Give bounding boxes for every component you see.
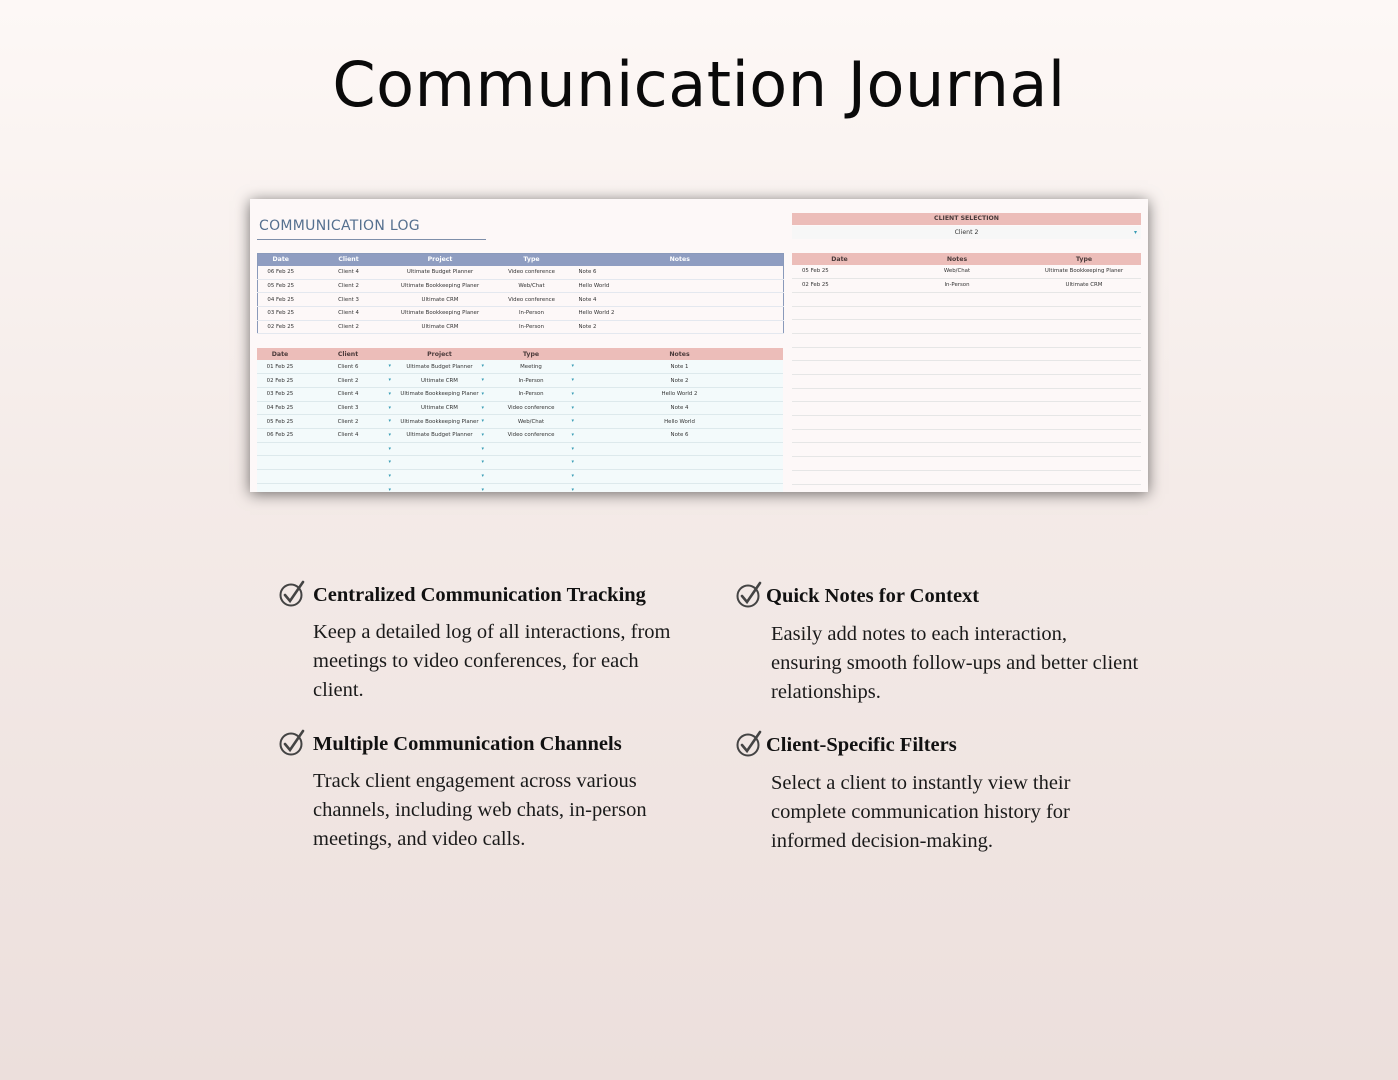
- table-cell[interactable]: Ultimate Budget Planner ▾: [393, 428, 486, 442]
- table-cell: [887, 470, 1027, 484]
- table-cell[interactable]: Client 4 ▾: [303, 428, 393, 442]
- table-cell[interactable]: 06 Feb 25: [257, 428, 303, 442]
- table-cell: [792, 429, 887, 443]
- table-cell[interactable]: Client 2 ▾: [303, 374, 393, 388]
- table-cell: Note 2: [577, 320, 784, 334]
- table-cell: 02 Feb 25: [792, 279, 887, 293]
- table-row: [258, 293, 784, 307]
- table-cell: [792, 457, 887, 471]
- table-cell: Hello World: [577, 279, 784, 293]
- table-cell: Video conference: [487, 293, 577, 307]
- check-circle-icon: [736, 581, 762, 609]
- chevron-down-icon[interactable]: ▾: [1133, 229, 1137, 236]
- header-notes: Notes: [576, 348, 783, 360]
- table-cell: [1027, 443, 1141, 457]
- table-cell: [1027, 457, 1141, 471]
- table-row: [792, 265, 1141, 279]
- table-cell[interactable]: 02 Feb 25: [257, 374, 303, 388]
- table-cell[interactable]: Note 4: [576, 401, 783, 415]
- summary-table: [257, 253, 784, 334]
- table-row: [792, 279, 1141, 293]
- table-cell[interactable]: Meeting ▾: [486, 360, 576, 374]
- table-cell: 06 Feb 25: [258, 266, 304, 280]
- table-cell: 02 Feb 25: [258, 320, 304, 334]
- table-row: [258, 266, 784, 280]
- table-row[interactable]: [257, 470, 783, 484]
- table-cell: [887, 388, 1027, 402]
- table-cell[interactable]: 04 Feb 25: [257, 401, 303, 415]
- table-cell[interactable]: [486, 470, 576, 484]
- table-cell[interactable]: [393, 470, 486, 484]
- table-cell: [1027, 306, 1141, 320]
- table-cell: [1027, 402, 1141, 416]
- client-selection-label: CLIENT SELECTION: [792, 213, 1141, 225]
- table-cell[interactable]: Ultimate Bookkeeping Planer ▾: [393, 387, 486, 401]
- table-cell[interactable]: [257, 483, 303, 492]
- header-type: Type: [487, 254, 577, 266]
- table-cell[interactable]: Note 6: [576, 428, 783, 442]
- table-cell: Ultimate CRM: [394, 320, 487, 334]
- table-cell: 05 Feb 25: [792, 265, 887, 279]
- table-cell: [792, 361, 887, 375]
- table-row: [792, 402, 1141, 416]
- header-project: Project: [393, 348, 486, 360]
- table-cell: Ultimate Budget Planner: [394, 266, 487, 280]
- table-cell: 05 Feb 25: [258, 279, 304, 293]
- filtered-header-row: [792, 253, 1141, 265]
- table-cell[interactable]: [393, 442, 486, 456]
- table-cell: [887, 292, 1027, 306]
- header-date: Date: [257, 348, 303, 360]
- table-cell[interactable]: In-Person ▾: [486, 374, 576, 388]
- table-row: [258, 307, 784, 321]
- page-title: Communication Journal: [332, 48, 1066, 121]
- table-cell: Web/Chat: [487, 279, 577, 293]
- table-row[interactable]: [257, 387, 783, 401]
- table-cell: Note 6: [577, 266, 784, 280]
- header-notes: Notes: [887, 253, 1027, 265]
- table-cell: Client 4: [304, 266, 394, 280]
- table-cell: Client 2: [304, 279, 394, 293]
- table-cell: [887, 347, 1027, 361]
- client-selection-value: Client 2: [954, 229, 979, 236]
- table-cell: [887, 443, 1027, 457]
- client-selection-dropdown[interactable]: [792, 226, 1141, 239]
- table-cell[interactable]: Web/Chat ▾: [486, 415, 576, 429]
- table-cell[interactable]: [486, 456, 576, 470]
- table-cell[interactable]: Video conference ▾: [486, 428, 576, 442]
- table-cell: In-Person: [487, 307, 577, 321]
- table-row[interactable]: [257, 401, 783, 415]
- table-row: [792, 333, 1141, 347]
- table-cell: Client 2: [304, 320, 394, 334]
- table-cell[interactable]: Ultimate CRM ▾: [393, 374, 486, 388]
- table-cell: [792, 470, 887, 484]
- table-row: [792, 292, 1141, 306]
- table-row[interactable]: [257, 483, 783, 492]
- table-cell: In-Person: [887, 279, 1027, 293]
- table-cell[interactable]: Ultimate Budget Planner ▾: [393, 360, 486, 374]
- table-row: [792, 429, 1141, 443]
- table-cell[interactable]: [257, 456, 303, 470]
- table-cell: [1027, 333, 1141, 347]
- table-cell: [887, 320, 1027, 334]
- table-cell: 03 Feb 25: [258, 307, 304, 321]
- table-row: [792, 470, 1141, 484]
- table-cell: In-Person: [487, 320, 577, 334]
- table-row[interactable]: [257, 374, 783, 388]
- table-row: [792, 457, 1141, 471]
- table-cell: [1027, 320, 1141, 334]
- table-cell[interactable]: [257, 442, 303, 456]
- table-cell[interactable]: Note 1: [576, 360, 783, 374]
- header-project: Project: [394, 254, 487, 266]
- table-cell[interactable]: Client 2 ▾: [303, 415, 393, 429]
- table-cell: [792, 402, 887, 416]
- table-row: [792, 443, 1141, 457]
- table-cell[interactable]: 01 Feb 25: [257, 360, 303, 374]
- table-cell: [887, 333, 1027, 347]
- table-cell[interactable]: Ultimate CRM ▾: [393, 401, 486, 415]
- table-row: [258, 279, 784, 293]
- feature-body: Keep a detailed log of all interactions, from meetings to video conferences, for each client.: [313, 621, 671, 701]
- table-cell[interactable]: [576, 442, 783, 456]
- table-cell: [792, 292, 887, 306]
- table-cell: [792, 416, 887, 430]
- table-row: [792, 388, 1141, 402]
- table-cell[interactable]: [257, 470, 303, 484]
- table-cell: [1027, 361, 1141, 375]
- table-cell[interactable]: Hello World: [576, 415, 783, 429]
- feature-body: Easily add notes to each interaction, ensuring smooth follow-ups and better client relationships.: [771, 623, 1139, 703]
- table-row[interactable]: [257, 360, 783, 374]
- table-cell[interactable]: [576, 456, 783, 470]
- table-row: [258, 320, 784, 334]
- entry-table: [257, 348, 783, 492]
- table-cell: Client 3: [304, 293, 394, 307]
- feature-title: Multiple Communication Channels: [313, 733, 622, 755]
- table-cell: [1027, 375, 1141, 389]
- table-cell[interactable]: [303, 470, 393, 484]
- table-cell[interactable]: Ultimate Bookkeeping Planer ▾: [393, 415, 486, 429]
- table-row[interactable]: [257, 415, 783, 429]
- feature-title: Centralized Communication Tracking: [313, 584, 646, 606]
- table-cell: [1027, 292, 1141, 306]
- summary-header-row: [258, 254, 784, 266]
- filtered-table: [792, 253, 1141, 485]
- table-cell[interactable]: Hello World 2: [576, 387, 783, 401]
- table-cell: [887, 416, 1027, 430]
- table-row: [792, 306, 1141, 320]
- table-cell: [1027, 388, 1141, 402]
- table-cell[interactable]: [576, 483, 783, 492]
- feature-body: Select a client to instantly view their complete communication history for informed decision-making.: [771, 772, 1071, 852]
- table-row: [792, 361, 1141, 375]
- table-cell: Ultimate Bookkeeping Planer: [1027, 265, 1141, 279]
- table-row: [792, 375, 1141, 389]
- table-cell: [792, 375, 887, 389]
- table-cell: Note 4: [577, 293, 784, 307]
- header-client: Client: [304, 254, 394, 266]
- table-cell: Ultimate CRM: [394, 293, 487, 307]
- table-cell: Client 4: [304, 307, 394, 321]
- table-cell: [792, 388, 887, 402]
- table-cell: Ultimate Bookkeeping Planer: [394, 279, 487, 293]
- table-row[interactable]: [257, 442, 783, 456]
- entry-header-row: [257, 348, 783, 360]
- header-type: Type: [1027, 253, 1141, 265]
- feature-body: Track client engagement across various channels, including web chats, in-person meetings, and video calls.: [313, 770, 647, 850]
- check-circle-icon: [279, 729, 305, 757]
- table-cell[interactable]: Client 3 ▾: [303, 401, 393, 415]
- check-circle-icon: [736, 730, 762, 758]
- header-date: Date: [792, 253, 887, 265]
- table-cell[interactable]: Client 4 ▾: [303, 387, 393, 401]
- table-cell: Video conference: [487, 266, 577, 280]
- table-cell[interactable]: [393, 456, 486, 470]
- table-cell: [887, 306, 1027, 320]
- table-cell: Hello World 2: [577, 307, 784, 321]
- table-cell: Ultimate CRM: [1027, 279, 1141, 293]
- table-cell[interactable]: [576, 470, 783, 484]
- table-row[interactable]: [257, 456, 783, 470]
- table-cell: Ultimate Bookkeeping Planer: [394, 307, 487, 321]
- table-cell: [1027, 416, 1141, 430]
- table-cell: Web/Chat: [887, 265, 1027, 279]
- table-cell: [792, 306, 887, 320]
- check-circle-icon: [279, 580, 305, 608]
- table-cell: [792, 333, 887, 347]
- table-cell: [792, 347, 887, 361]
- table-row: [792, 416, 1141, 430]
- table-cell[interactable]: Video conference ▾: [486, 401, 576, 415]
- table-cell: [1027, 347, 1141, 361]
- spreadsheet-preview: [250, 199, 1148, 492]
- table-cell[interactable]: 05 Feb 25: [257, 415, 303, 429]
- header-notes: Notes: [577, 254, 784, 266]
- table-row: [792, 347, 1141, 361]
- table-cell[interactable]: [393, 483, 486, 492]
- table-row[interactable]: [257, 428, 783, 442]
- title-underline: [257, 239, 486, 240]
- table-cell: [1027, 470, 1141, 484]
- table-cell[interactable]: [303, 483, 393, 492]
- table-cell: [887, 429, 1027, 443]
- table-cell: [887, 375, 1027, 389]
- table-row: [792, 320, 1141, 334]
- table-cell: [887, 402, 1027, 416]
- table-cell[interactable]: In-Person ▾: [486, 387, 576, 401]
- table-cell: [887, 457, 1027, 471]
- feature-title: Client-Specific Filters: [766, 734, 957, 756]
- table-cell: [792, 320, 887, 334]
- table-cell: 04 Feb 25: [258, 293, 304, 307]
- header-date: Date: [258, 254, 304, 266]
- table-cell[interactable]: [486, 483, 576, 492]
- table-cell[interactable]: [486, 442, 576, 456]
- table-cell[interactable]: 03 Feb 25: [257, 387, 303, 401]
- communication-log-title: COMMUNICATION LOG: [259, 218, 420, 234]
- table-cell[interactable]: [303, 456, 393, 470]
- feature-title: Quick Notes for Context: [766, 585, 980, 607]
- table-cell[interactable]: Note 2: [576, 374, 783, 388]
- table-cell[interactable]: Client 6 ▾: [303, 360, 393, 374]
- table-cell: [792, 443, 887, 457]
- table-cell[interactable]: [303, 442, 393, 456]
- header-type: Type: [486, 348, 576, 360]
- table-cell: [887, 361, 1027, 375]
- table-cell: [1027, 429, 1141, 443]
- header-client: Client: [303, 348, 393, 360]
